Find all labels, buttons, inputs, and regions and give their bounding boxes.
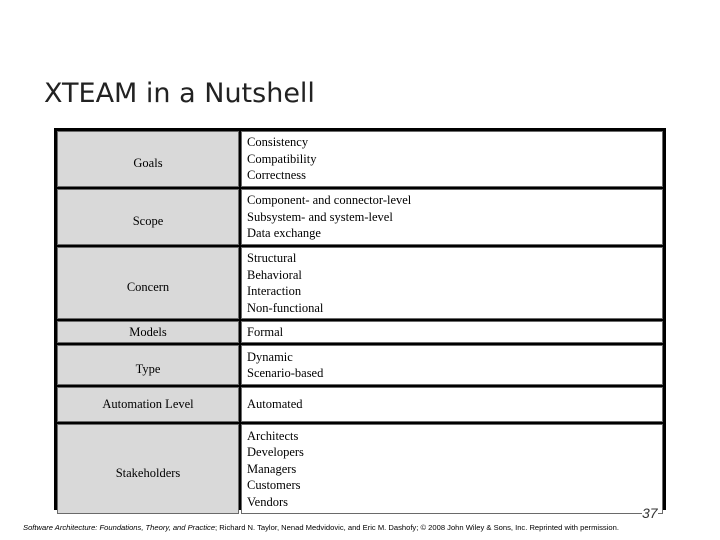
row-label-scope: Scope xyxy=(132,213,164,228)
value-formal: Formal xyxy=(247,324,284,339)
footer-citation xyxy=(23,523,713,533)
row-label-cell xyxy=(57,247,239,319)
value-non-functional: Non-functional xyxy=(247,300,324,315)
xteam-summary-table xyxy=(55,129,665,516)
row-label-cell xyxy=(57,189,239,245)
value-customers: Customers xyxy=(247,478,301,493)
value-interaction: Interaction xyxy=(247,284,302,298)
table-row-models xyxy=(57,321,663,343)
row-values-cell xyxy=(241,189,663,245)
table-row-automation-level xyxy=(57,387,663,422)
value-scenario-based: Scenario-based xyxy=(247,366,324,380)
row-label-type: Type xyxy=(135,361,161,376)
page-number: 37 xyxy=(642,505,658,521)
row-label-goals: Goals xyxy=(133,155,163,170)
value-developers: Developers xyxy=(247,445,304,460)
row-label-models: Models xyxy=(129,324,167,339)
table-row-concern xyxy=(57,247,663,319)
row-label-stakeholders: Stakeholders xyxy=(115,465,181,480)
row-values-cell xyxy=(241,247,663,319)
row-label-concern: Concern xyxy=(126,279,170,294)
table-row-type xyxy=(57,345,663,385)
footer-book-title: Software Architecture: Foundations, Theory, and Practice xyxy=(23,523,216,532)
row-values-cell xyxy=(241,321,663,343)
row-values-cell xyxy=(241,345,663,385)
table-row-goals xyxy=(57,131,663,187)
value-behavioral: Behavioral xyxy=(247,267,302,282)
value-dynamic: Dynamic xyxy=(247,349,293,364)
value-architects: Architects xyxy=(247,428,299,443)
row-label-automation-level: Automation Level xyxy=(102,397,194,412)
value-vendors: Vendors xyxy=(247,494,288,509)
value-structural: Structural xyxy=(247,251,297,265)
table-row-scope xyxy=(57,189,663,245)
row-values-cell xyxy=(241,424,663,514)
xteam-summary-table-container xyxy=(54,128,666,510)
value-managers: Managers xyxy=(247,461,297,476)
value-data-exchange: Data exchange xyxy=(247,226,321,241)
value-compatibility: Compatibility xyxy=(247,151,317,166)
value-correctness: Correctness xyxy=(247,168,307,183)
value-consistency: Consistency xyxy=(247,135,309,150)
value-component-connector-level: Component- and connector-level xyxy=(247,193,412,208)
footer-citation-text: ; Richard N. Taylor, Nenad Medvidovic, and Eric M. Dashofy; © 2008 John Wiley & Sons, Inc. Reprinted with permission. xyxy=(215,523,619,532)
table-row-stakeholders xyxy=(57,424,663,514)
row-label-cell xyxy=(57,131,239,187)
value-subsystem-system-level: Subsystem- and system-level xyxy=(247,209,393,224)
row-values-cell xyxy=(241,131,663,187)
value-automated: Automated xyxy=(247,397,303,412)
row-label-cell xyxy=(57,387,239,422)
slide-title: XTEAM in a Nutshell xyxy=(44,78,315,109)
row-label-cell xyxy=(57,321,239,343)
row-values-cell xyxy=(241,387,663,422)
row-label-cell xyxy=(57,345,239,385)
row-label-cell xyxy=(57,424,239,514)
